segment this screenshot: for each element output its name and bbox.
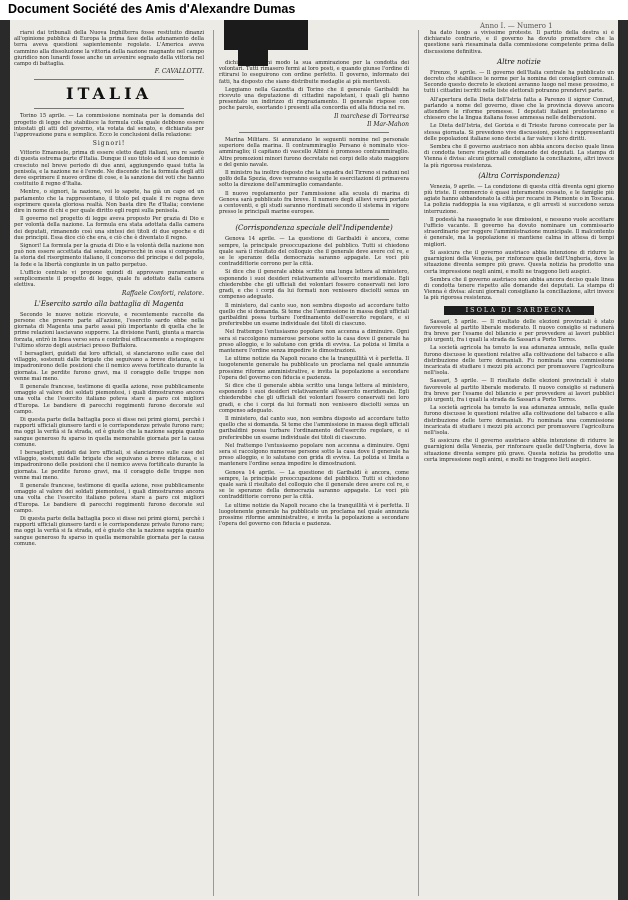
paragraph: Di questa parte della battaglia poco si disse nei primi giorni, perchè i rapporti ufficiali giunsero tardi e le corrispondenze private furono rare; ma oggi la verità si fa strada, ed è giusto che la nazione sappia quanto sangue generoso fu sparso in quella memorabile giornata per la causa comune. (14, 416, 204, 448)
paragraph: I bersaglieri, guidati dai loro ufficiali, si slanciarono sulle case del villaggio, sostenuti dalle brigate che seguivano a breve distanza, e si impadronirono delle posizioni che il nemico aveva fortificato durante la giornata. Le perdite furono gravi, ma il coraggio delle truppe non venne mai meno. (14, 350, 204, 382)
divider (239, 132, 389, 133)
paragraph: ha dato luogo a vivissime proteste. Il partito della destra si è dichiarato contrario, e il governo ha dovuto promettere che la questione sarà riesaminata dalla commissione competente prima della discussione definitiva. (424, 30, 614, 55)
paragraph: Genova 14 aprile. — La questione di Garibaldi è ancora, come sempre, la principale preoccupazione del pubblico. Tutti si chiedono quale sarà il risultato del colloquio che il generale deve avere col re, e se le speranze della democrazia saranno appagate. Le voci più contraddittorie corrono per la città. (219, 469, 409, 501)
paragraph: Si dice che il generale abbia scritto una lunga lettera al ministero, esponendo i suoi desideri relativamente all'esercito meridionale. Egli chiederebbe che gli ufficiali dei volontari fossero conservati nei loro gradi, e che i corpi da lui formati non venissero disciolti senza un compenso adeguato. (219, 382, 409, 414)
paragraph: Il generale francese, testimone di quella azione, rese pubblicamente omaggio al valore dei soldati piemontesi, i quali dimostrarono ancora una volta che l'esercito italiano poteva stare a paro coi migliori d'Europa. Le bandiere di parecchi reggimenti furono decorate sul campo. (14, 383, 204, 415)
article-heading: Altre notizie (497, 57, 541, 66)
paragraph: Si dice che il generale abbia scritto una lunga lettera al ministero, esponendo i suoi desideri relativamente all'esercito meridionale. Egli chiederebbe che gli ufficiali dei volontari fossero conservati nei loro gradi, e che i corpi da lui formati non venissero disciolti senza un compenso adeguato. (219, 269, 409, 301)
section-heading: ITALIA (65, 84, 153, 104)
paragraph: I bersaglieri, guidati dai loro ufficiali, si slanciarono sulle case del villaggio, sostenuti dalle brigate che seguivano a breve distanza, e si impadronirono delle posizioni che il nemico aveva fortificato durante la giornata. Le perdite furono gravi, ma il coraggio delle truppe non venne mai meno. (14, 449, 204, 481)
document-title: Document Société des Amis d'Alexandre Dumas (8, 2, 296, 16)
column-3 (424, 30, 614, 898)
document-title-bar (0, 0, 628, 20)
section-banner: ISOLA DI SARDEGNA (444, 306, 594, 315)
paragraph: L'ufficio centrale vi propone quindi di approvare puramente e semplicemente il progetto di legge, quale fu adottato dalla camera elettiva. (14, 269, 204, 289)
paragraph: Secondo le nuove notizie ricevute, e recentemente raccolte da persone che presero parte all'azione, l'esercito sardo ebbe nella giornata di Magenta una parte assai più importante di quella che le prime relazioni lasciavano supporre. La divisione Fanti, giunta a marcia forzata, entrò in linea verso sera e contribuì efficacemente a respingere l'ultimo sforzo degli austriaci presso Buffalora. (14, 311, 204, 349)
paragraph: Il ministro ha inoltre disposto che la squadra del Tirreno si raduni nel golfo della Spezia, dove verranno eseguite le esercitazioni di primavera sotto la direzione dell'ammiraglio comandante. (219, 170, 409, 189)
paragraph: Si assicura che il governo austriaco abbia intenzione di ridurre le guarnigioni della Venezia, per rinforzare quelle dell'Ungheria, dove la situazione diventa sempre più grave. Questa notizia ha prodotto una certa impressione negli animi, e molti ne traggono lieti auspici. (424, 438, 614, 463)
paragraph: Vittorio Emanuele, prima di essere eletto dagli italiani, era re sardo di questa estrema parte d'Italia. Dunque il suo titolo ed il suo dominio è cresciuto nel breve periodo di due anni, aggiungendo quasi tutta la penisola, e la nazione ne è l'erede. Ne discende che la formula degli atti deve esprimere il nuovo ordine di cose, e la sanzione dei voti che hanno costituito il regno d'Italia. (14, 150, 204, 188)
column-1 (14, 30, 204, 898)
signature: F. CAVALLOTTI. (154, 68, 204, 76)
divider (34, 108, 184, 109)
paragraph: Il generale francese, testimone di quella azione, rese pubblicamente omaggio al valore dei soldati piemontesi, i quali dimostrarono ancora una volta che l'esercito italiano poteva stare a paro coi migliori d'Europa. Le bandiere di parecchi reggimenti furono decorate sul campo. (14, 482, 204, 514)
article-heading: (Altra Corrispondenza) (478, 171, 560, 180)
signature: Il marchese di Torrearsa (334, 112, 409, 120)
paragraph: Leggiamo nella Gazzetta di Torino che il generale Garibaldi ha ricevuto una deputazione di cittadini napoletani, i quali gli hanno presentato un indirizzo di ringraziamento. Il generale rispose con poche parole, esortando i presenti alla concordia ed alla fiducia nel re. (219, 86, 409, 112)
paragraph: riarsi dai tribunali della Nuova Inghilterra fosse restituito dinanzi all'opinione pubblica di Europa la prima fase della adunamento della terra aveva questioni sapientemente regolate. L'America aveva cammino alla dissoluzione la vittoria della nazione magnante nel campo giuridico non lunardi fosse anche un avvenire segnato della vittoria nel campo di battaglia. (14, 30, 204, 68)
paragraph: Torino 15 aprile. — La commissione nominata per la domanda del progetto di legge che stabilisce la formula colla quale debbono essere intestati gli atti del governo, sta votata dal senato, e dichiarata per l'approvazione pura e semplice. Ecco le conclusioni della relazione: (14, 113, 204, 139)
paragraph: Il nuovo regolamento per l'ammissione alla scuola di marina di Genova sarà pubblicato fra breve. Il numero degli allievi verrà portato a centoventi, e gli studi saranno riordinati secondo il sistema in vigore presso le principali marine europee. (219, 190, 409, 216)
paragraph: La società agricola ha tenuto la sua adunanza annuale, nella quale furono discusse le questioni relative alla coltivazione del tabacco e alla distribuzione delle terre demaniali. Fu nominata una commissione incaricata di studiare i mezzi più acconci per promuovere l'agricoltura nell'isola. (424, 345, 614, 377)
signature: Raffaele Conforti, relatore. (121, 289, 204, 297)
paragraph: Di questa parte della battaglia poco si disse nei primi giorni, perchè i rapporti ufficiali giunsero tardi e le corrispondenze private furono rare; ma oggi la verità si fa strada, ed è giusto che la nazione sappia quanto sangue generoso fu sparso in quella memorabile giornata per la causa comune. (14, 516, 204, 547)
paragraph: All'apertura della Dieta dell'Istria fatta a Parenzo il signor Conrad, parlando a nome del governo, disse che la provincia doveva ancora attendere le riforme promesse. I deputati italiani protestarono e chiesero che la lingua italiana fosse ammessa nelle deliberazioni. (424, 96, 614, 122)
issue-header: Anno I. — Numero 1 (480, 22, 553, 30)
paragraph: Il ministero, dal canto suo, non sembra disposto ad accordare tutto quello che si domanda. Si teme che l'ammissione in massa degli ufficiali garibaldini possa turbare l'ordinamento dell'esercito regolare, e si preferirebbe un esame individuale dei titoli di ciascuno. (219, 415, 409, 441)
newspaper-page (10, 20, 618, 900)
paragraph: Le Dieta dell'Istria, del Gorizia e di Trieste furono convocate per la stessa giornata. Si prevedono vive discussioni, poichè i rappresentanti delle popolazioni italiane sono decisi a far valere i loro diritti. (424, 123, 614, 142)
smudge-spacer (219, 30, 409, 60)
salutation: Signori! (92, 140, 126, 148)
paragraph: Le ultime notizie da Napoli recano che la tranquillità vi è perfetta. Il luogotenente generale ha pubblicato un proclama nel quale annunzia prossime riforme amministrative, e invita la popolazione a secondare l'opera del governo con fiducia e pazienza. (219, 502, 409, 528)
paragraph: Le ultime notizie da Napoli recano che la tranquillità vi è perfetta. Il luogotenente generale ha pubblicato un proclama nel quale annunzia prossime riforme amministrative, e invita la popolazione a secondare l'opera del governo con fiducia e pazienza. (219, 356, 409, 381)
paragraph: Sassari, 5 aprile. — Il risultato delle elezioni provinciali è stato favorevole al partito liberale moderato. Il nuovo consiglio si radunerà fra breve per l'esame del bilancio e per provvedere ai lavori pubblici più urgenti, fra i quali la strada da Sassari a Porto Torres. (424, 318, 614, 344)
paragraph: dichiarò ad ogni modo la sua ammirazione per la condotta dei volontari. Tutti rimasero fermi ai loro posti, e quando giunse l'ordine di ritirarsi lo eseguirono con ordine perfetto. Il governo, informato dei fatti, ha disposto che siano distribuite medaglie ai più meritevoli. (219, 60, 409, 85)
article-heading: L'Esercito sardo alla battaglia di Magenta (34, 299, 184, 308)
paragraph: Genova 14 aprile. — La questione di Garibaldi è ancora, come sempre, la principale preoccupazione del pubblico. Tutti si chiedono quale sarà il risultato del colloquio che il generale deve avere col re, e se le speranze della democrazia saranno appagate. Le voci più contraddittorie corrono per la città. (219, 236, 409, 268)
paragraph: Nel frattempo l'entusiasmo popolare non accenna a diminuire. Ogni sera si raccolgono numerose persone sotto la casa dove il generale ha preso alloggio, e lo salutano con grida di evviva. La polizia si limita a mantenere l'ordine senza impedire le dimostrazioni. (219, 329, 409, 354)
paragraph: Sembra che il governo austriaco non abbia ancora deciso quale linea di condotta tenere rispetto alle domande dei deputati. La stampa di Vienna è divisa: alcuni giornali consigliano la conciliazione, altri invece la più rigorosa resistenza. (424, 276, 614, 302)
column-rule (418, 30, 419, 896)
paragraph: Il governo nel progetto di legge aveva proposto Per grazia di Dio e per volontà della nazione. La formula era stata adottata dalla camera dei deputati, rimanendo così una sintesi dei titoli di due epoche e di due principii. Essa dice ciò che era, e ciò che è diventato il regno. (14, 216, 204, 241)
paragraph: Il ministero, dal canto suo, non sembra disposto ad accordare tutto quello che si domanda. Si teme che l'ammissione in massa degli ufficiali garibaldini possa turbare l'ordinamento dell'esercito regolare, e si preferirebbe un esame individuale dei titoli di ciascuno. (219, 302, 409, 328)
paragraph: Nel frattempo l'entusiasmo popolare non accenna a diminuire. Ogni sera si raccolgono numerose persone sotto la casa dove il generale ha preso alloggio, e lo salutano con grida di evviva. La polizia si limita a mantenere l'ordine senza impedire le dimostrazioni. (219, 442, 409, 468)
paragraph: Marina Militare. Si annunziano le seguenti nomine nel personale superiore della marina. Il contrammiraglio Persano è nominato vice-ammiraglio; il capitano di vascello Albini è promosso contrammiraglio. Altre promozioni minori furono decretate nei corpi dello stato maggiore e del genio navale. (219, 137, 409, 168)
paragraph: Il podestà ha rassegnato le sue dimissioni, e nessuno vuole accettare l'ufficio vacante. Il governo ha dovuto nominare un commissario straordinario per reggere l'amministrazione municipale. Il malcontento è generale, ma la popolazione si mantiene calma in attesa di tempi migliori. (424, 216, 614, 248)
paragraph: Mentre, o signori, la nazione, voi lo sapete, ha già un capo ed un parlamento che la rappresentano, il titolo pel quale il re regna deve esprimere questa gloriosa realtà. Non basta dire Re d'Italia; conviene dire in nome di chi e per quale diritto egli regni sulla penisola. (14, 189, 204, 215)
article-heading: (Corrispondenza speciale dell'Indipendente) (235, 224, 393, 233)
paragraph: Venezia, 9 aprile. — La condizione di questa città diventa ogni giorno più triste. Il commercio è quasi interamente cessato, e le famiglie più agiate hanno abbandonato la città per recarsi in Piemonte o in Toscana. La polizia raddoppia la sua vigilanza, e gli arresti si succedono senza interruzione. (424, 183, 614, 215)
paragraph: Firenze, 9 aprile. — Il governo dell'Italia centrale ha pubblicato un decreto che stabilisce le norme per la nomina dei consiglieri comunali. Secondo questo decreto le elezioni avranno luogo nel mese prossimo, e tutti i cittadini iscritti nelle liste elettorali potranno prendervi parte. (424, 69, 614, 95)
paragraph: Sassari, 5 aprile. — Il risultato delle elezioni provinciali è stato favorevole al partito liberale moderato. Il nuovo consiglio si radunerà fra breve per l'esame del bilancio e per provvedere ai lavori pubblici più urgenti, fra i quali la strada da Sassari a Porto Torres. (424, 378, 614, 403)
signature: Il Mar-Mahon (367, 120, 409, 128)
column-2 (219, 30, 409, 898)
paragraph: Si assicura che il governo austriaco abbia intenzione di ridurre le guarnigioni della Venezia, per rinforzare quelle dell'Ungheria, dove la situazione diventa sempre più grave. Questa notizia ha prodotto una certa impressione negli animi, e molti ne traggono lieti auspici. (424, 249, 614, 275)
divider (34, 79, 184, 80)
paragraph: Sembra che il governo austriaco non abbia ancora deciso quale linea di condotta tenere rispetto alle domande dei deputati. La stampa di Vienna è divisa: alcuni giornali consigliano la conciliazione, altri invece la più rigorosa resistenza. (424, 144, 614, 169)
paragraph: Signori! La formula per la grazia di Dio e la volontà della nazione non può non essere accettata dal senato, imperocchè in essa si compendia la storia del risorgimento italiano, il concorso del principe e del popolo, la fede e la libertà congiunte in un patto perpetuo. (14, 243, 204, 268)
divider (239, 219, 389, 220)
paragraph: La società agricola ha tenuto la sua adunanza annuale, nella quale furono discusse le questioni relative alla coltivazione del tabacco e alla distribuzione delle terre demaniali. Fu nominata una commissione incaricata di studiare i mezzi più acconci per promuovere l'agricoltura nell'isola. (424, 405, 614, 436)
column-rule (213, 30, 214, 896)
